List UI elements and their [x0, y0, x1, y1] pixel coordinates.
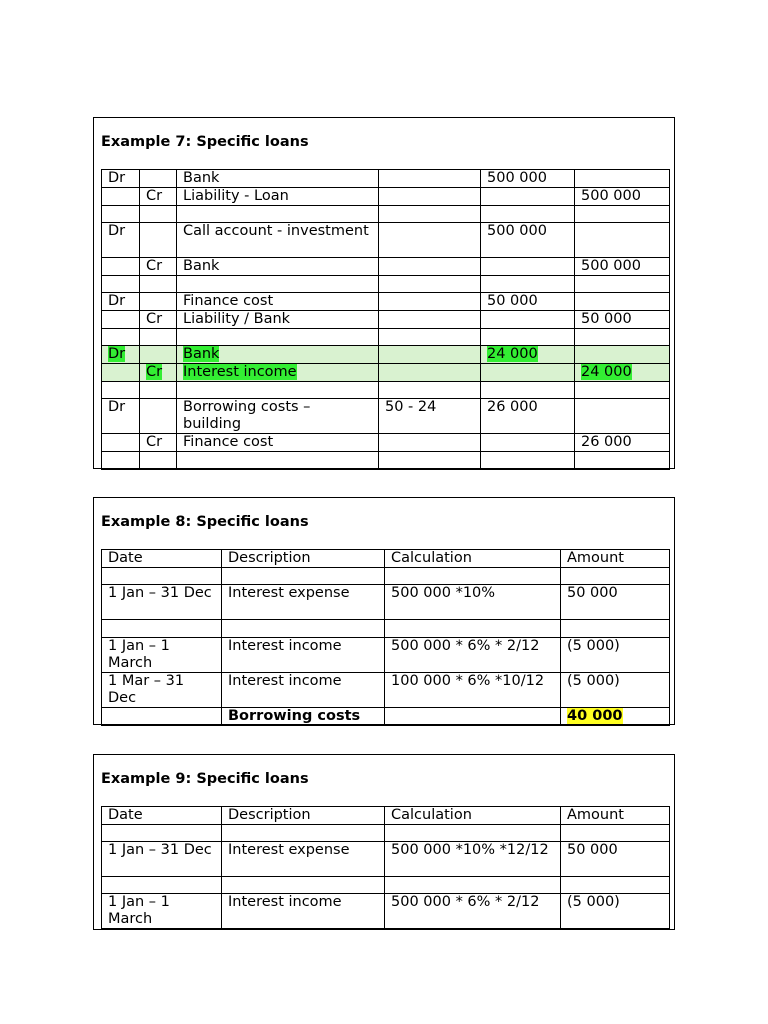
calc-cell — [379, 346, 481, 364]
calculation-cell-text: 500 000 *10% *12/12 — [391, 842, 549, 858]
amount-cell — [561, 708, 670, 726]
account-cell-text: Finance cost — [183, 434, 274, 450]
account-cell — [177, 329, 379, 346]
dr-cell — [102, 206, 140, 223]
table-row — [102, 638, 670, 673]
description-cell — [222, 568, 385, 585]
header-row — [102, 550, 670, 568]
account-cell-text: Interest income — [183, 364, 297, 380]
calc-cell — [379, 399, 481, 434]
dr-cell — [102, 382, 140, 399]
table-row — [102, 258, 670, 276]
account-cell-text: Borrowing costs – building — [183, 399, 311, 432]
dr-cell-text: Dr — [108, 170, 126, 186]
debit-cell — [481, 293, 575, 311]
date-cell — [102, 825, 222, 842]
amount-cell-text: (5 000) — [567, 894, 620, 910]
account-cell-text: Liability - Loan — [183, 188, 289, 204]
credit-cell — [575, 346, 670, 364]
description-cell — [222, 842, 385, 877]
credit-cell — [575, 399, 670, 434]
calc-cell — [379, 452, 481, 470]
credit-cell — [575, 311, 670, 329]
cr-cell — [140, 452, 177, 470]
cr-cell — [140, 223, 177, 258]
debit-cell — [481, 452, 575, 470]
debit-cell — [481, 364, 575, 382]
calculation-cell-text: 500 000 *10% — [391, 585, 496, 601]
amount-cell — [561, 568, 670, 585]
cr-cell — [140, 382, 177, 399]
credit-cell — [575, 364, 670, 382]
calculation-header — [385, 807, 561, 825]
credit-cell — [575, 329, 670, 346]
credit-cell — [575, 276, 670, 293]
account-cell — [177, 346, 379, 364]
table-row — [102, 276, 670, 293]
calculation-header-text: Calculation — [391, 807, 472, 823]
description-cell-text: Interest expense — [228, 842, 350, 858]
description-cell — [222, 585, 385, 620]
debit-cell — [481, 170, 575, 188]
date-cell — [102, 708, 222, 726]
account-cell-text: Call account - investment — [183, 223, 369, 239]
account-cell — [177, 399, 379, 434]
dr-cell-text: Dr — [108, 346, 126, 362]
amount-cell — [561, 842, 670, 877]
cr-cell — [140, 170, 177, 188]
calc-cell — [379, 329, 481, 346]
calc-cell — [379, 170, 481, 188]
debit-cell — [481, 206, 575, 223]
credit-cell — [575, 223, 670, 258]
debit-cell-text: 24 000 — [487, 346, 538, 362]
debit-cell-text: 26 000 — [487, 399, 538, 415]
amount-cell-text: 50 000 — [567, 585, 618, 601]
calculation-cell — [385, 568, 561, 585]
calculation-header — [385, 550, 561, 568]
account-cell — [177, 364, 379, 382]
example-7-box — [93, 117, 675, 469]
calc-cell — [379, 223, 481, 258]
description-cell — [222, 825, 385, 842]
description-header — [222, 807, 385, 825]
description-cell-text: Interest income — [228, 673, 342, 689]
table-row — [102, 825, 670, 842]
credit-cell-text: 50 000 — [581, 311, 632, 327]
account-cell — [177, 311, 379, 329]
table-row — [102, 293, 670, 311]
dr-cell — [102, 329, 140, 346]
cr-cell — [140, 346, 177, 364]
description-header — [222, 550, 385, 568]
calc-cell — [379, 293, 481, 311]
description-cell-text: Interest income — [228, 894, 342, 910]
amount-header-text: Amount — [567, 550, 624, 566]
calculation-cell — [385, 585, 561, 620]
amount-cell — [561, 825, 670, 842]
credit-cell-text: 500 000 — [581, 188, 641, 204]
description-cell — [222, 638, 385, 673]
debit-cell — [481, 399, 575, 434]
date-cell — [102, 842, 222, 877]
date-header-text: Date — [108, 550, 143, 566]
debit-cell-text: 50 000 — [487, 293, 538, 309]
date-cell — [102, 585, 222, 620]
calc-cell — [379, 276, 481, 293]
description-cell — [222, 708, 385, 726]
account-cell-text: Bank — [183, 170, 220, 186]
cr-cell — [140, 276, 177, 293]
description-header-text: Description — [228, 550, 311, 566]
credit-cell-text: 500 000 — [581, 258, 641, 274]
dr-cell — [102, 364, 140, 382]
dr-cell — [102, 452, 140, 470]
calculation-cell-text: 500 000 * 6% * 2/12 — [391, 894, 540, 910]
date-cell — [102, 877, 222, 894]
dr-cell — [102, 434, 140, 452]
table-row — [102, 877, 670, 894]
date-header — [102, 807, 222, 825]
table-row — [102, 620, 670, 638]
debit-cell — [481, 346, 575, 364]
date-cell — [102, 673, 222, 708]
description-cell-text: Interest income — [228, 638, 342, 654]
table-row — [102, 382, 670, 399]
date-cell-text: 1 Mar – 31 Dec — [108, 673, 185, 706]
credit-cell — [575, 382, 670, 399]
table-row — [102, 568, 670, 585]
calc-cell — [379, 188, 481, 206]
dr-cell — [102, 276, 140, 293]
table-row — [102, 364, 670, 382]
dr-cell — [102, 399, 140, 434]
cr-cell — [140, 206, 177, 223]
date-cell-text: 1 Jan – 1 March — [108, 638, 170, 671]
account-cell — [177, 293, 379, 311]
amount-cell — [561, 585, 670, 620]
table-row — [102, 434, 670, 452]
calc-cell — [379, 434, 481, 452]
cr-cell — [140, 311, 177, 329]
dr-cell-text: Dr — [108, 399, 126, 415]
date-cell — [102, 894, 222, 929]
credit-cell-text: 24 000 — [581, 364, 632, 380]
table-row — [102, 894, 670, 929]
amount-cell-text: (5 000) — [567, 673, 620, 689]
debit-cell-text: 500 000 — [487, 223, 547, 239]
amount-cell-text: (5 000) — [567, 638, 620, 654]
credit-cell-text: 26 000 — [581, 434, 632, 450]
table-row — [102, 223, 670, 258]
calculation-cell-text: 100 000 * 6% *10/12 — [391, 673, 545, 689]
date-cell-text: 1 Jan – 31 Dec — [108, 585, 212, 601]
dr-cell-text: Dr — [108, 223, 126, 239]
table-row — [102, 399, 670, 434]
description-cell — [222, 877, 385, 894]
debit-cell — [481, 188, 575, 206]
dr-cell — [102, 223, 140, 258]
amount-cell-text: 40 000 — [567, 708, 623, 724]
calculation-cell-text: 500 000 * 6% * 2/12 — [391, 638, 540, 654]
debit-cell — [481, 329, 575, 346]
cr-cell — [140, 188, 177, 206]
cr-cell-text: Cr — [146, 364, 163, 380]
dr-cell — [102, 293, 140, 311]
example-8-title: Example 8: Specific loans — [101, 514, 309, 530]
calculation-cell — [385, 620, 561, 638]
cr-cell-text: Cr — [146, 188, 163, 204]
amount-cell — [561, 638, 670, 673]
date-header-text: Date — [108, 807, 143, 823]
account-cell — [177, 434, 379, 452]
amount-cell — [561, 894, 670, 929]
calculation-table — [101, 806, 670, 929]
debit-cell-text: 500 000 — [487, 170, 547, 186]
debit-cell — [481, 311, 575, 329]
description-cell — [222, 894, 385, 929]
calculation-cell — [385, 877, 561, 894]
amount-cell — [561, 673, 670, 708]
amount-cell — [561, 877, 670, 894]
credit-cell — [575, 293, 670, 311]
cr-cell — [140, 293, 177, 311]
date-cell — [102, 638, 222, 673]
cr-cell-text: Cr — [146, 258, 163, 274]
table-row — [102, 673, 670, 708]
example-7-title: Example 7: Specific loans — [101, 134, 309, 150]
table-row — [102, 311, 670, 329]
date-header — [102, 550, 222, 568]
description-cell-text: Borrowing costs — [228, 708, 361, 724]
dr-cell-text: Dr — [108, 293, 126, 309]
account-cell — [177, 170, 379, 188]
table-row — [102, 346, 670, 364]
account-cell — [177, 188, 379, 206]
debit-cell — [481, 223, 575, 258]
calc-cell — [379, 311, 481, 329]
credit-cell — [575, 452, 670, 470]
account-cell-text: Finance cost — [183, 293, 274, 309]
amount-cell — [561, 620, 670, 638]
credit-cell — [575, 188, 670, 206]
header-row — [102, 807, 670, 825]
table-row — [102, 206, 670, 223]
account-cell-text: Liability / Bank — [183, 311, 291, 327]
example-8-box — [93, 497, 675, 725]
calc-cell — [379, 206, 481, 223]
account-cell — [177, 206, 379, 223]
credit-cell — [575, 258, 670, 276]
amount-header — [561, 807, 670, 825]
table-row — [102, 452, 670, 470]
table-row — [102, 188, 670, 206]
date-cell — [102, 620, 222, 638]
calculation-table — [101, 549, 670, 726]
cr-cell-text: Cr — [146, 434, 163, 450]
calc-cell — [379, 258, 481, 276]
cr-cell — [140, 364, 177, 382]
date-cell-text: 1 Jan – 1 March — [108, 894, 170, 927]
calculation-cell — [385, 825, 561, 842]
dr-cell — [102, 346, 140, 364]
date-cell — [102, 568, 222, 585]
example-9-title: Example 9: Specific loans — [101, 771, 309, 787]
credit-cell — [575, 434, 670, 452]
debit-cell — [481, 382, 575, 399]
dr-cell — [102, 188, 140, 206]
example-9-box — [93, 754, 675, 930]
amount-header — [561, 550, 670, 568]
credit-cell — [575, 206, 670, 223]
table-row — [102, 842, 670, 877]
account-cell — [177, 223, 379, 258]
dr-cell — [102, 170, 140, 188]
cr-cell — [140, 399, 177, 434]
account-cell-text: Bank — [183, 258, 220, 274]
debit-cell — [481, 276, 575, 293]
calculation-cell — [385, 673, 561, 708]
credit-cell — [575, 170, 670, 188]
calc-cell — [379, 382, 481, 399]
cr-cell — [140, 258, 177, 276]
calc-cell — [379, 364, 481, 382]
table-row — [102, 170, 670, 188]
table-row — [102, 708, 670, 726]
description-header-text: Description — [228, 807, 311, 823]
dr-cell — [102, 311, 140, 329]
calculation-cell — [385, 638, 561, 673]
cr-cell — [140, 434, 177, 452]
account-cell — [177, 276, 379, 293]
date-cell-text: 1 Jan – 31 Dec — [108, 842, 212, 858]
amount-cell-text: 50 000 — [567, 842, 618, 858]
calculation-cell — [385, 708, 561, 726]
journal-table — [101, 169, 670, 470]
description-cell — [222, 673, 385, 708]
account-cell — [177, 258, 379, 276]
dr-cell — [102, 258, 140, 276]
calculation-cell — [385, 842, 561, 877]
account-cell-text: Bank — [183, 346, 220, 362]
debit-cell — [481, 434, 575, 452]
cr-cell — [140, 329, 177, 346]
calc-cell-text: 50 - 24 — [385, 399, 437, 415]
calculation-header-text: Calculation — [391, 550, 472, 566]
debit-cell — [481, 258, 575, 276]
account-cell — [177, 382, 379, 399]
calculation-cell — [385, 894, 561, 929]
account-cell — [177, 452, 379, 470]
table-row — [102, 329, 670, 346]
cr-cell-text: Cr — [146, 311, 163, 327]
table-row — [102, 585, 670, 620]
amount-header-text: Amount — [567, 807, 624, 823]
description-cell-text: Interest expense — [228, 585, 350, 601]
description-cell — [222, 620, 385, 638]
